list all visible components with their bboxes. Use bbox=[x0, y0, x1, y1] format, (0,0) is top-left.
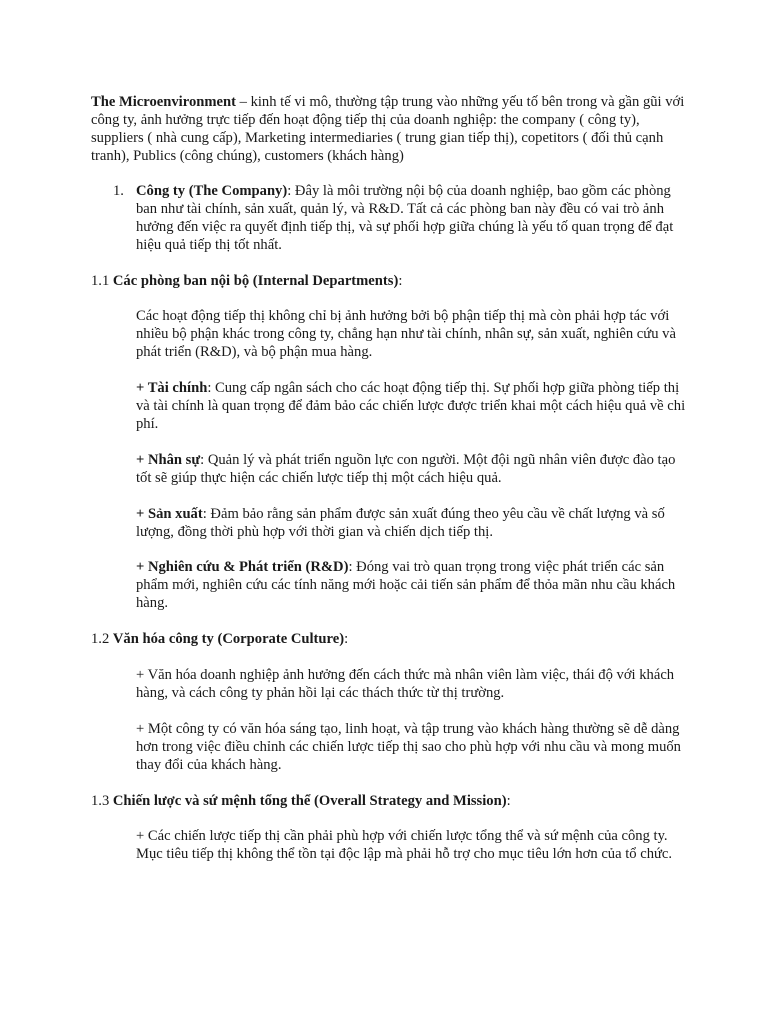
section-suffix: : bbox=[344, 631, 349, 647]
department-finance bbox=[136, 380, 688, 434]
section-heading-overall-strategy bbox=[91, 793, 691, 811]
company-text: : Đây là môi trường nội bộ của doanh nghiệp, bao gồm các phòng ban như tài chính, sản xuất, quản lý, và R&D. Tất cả các phòng ban này đều có vai trò ảnh hưởng đến việc ra quyết định tiếp thị, và sự phối hợp giữa chúng là yếu tố quan trọng để đạt hiệu quả tiếp thị tốt nhất. bbox=[136, 183, 674, 253]
section-number: 1.3 bbox=[91, 793, 113, 809]
department-hr bbox=[136, 452, 688, 488]
section-suffix: : bbox=[398, 273, 403, 289]
section-heading-corporate-culture bbox=[91, 631, 691, 649]
intro-term: The Microenvironment bbox=[91, 94, 236, 110]
department-rnd bbox=[136, 559, 688, 613]
list-number: 1. bbox=[113, 183, 124, 199]
culture-paragraph: + Văn hóa doanh nghiệp ảnh hưởng đến cách thức mà nhân viên làm việc, thái độ với khách hàng, và cách công ty phản hồi lại các thách thức từ thị trường. bbox=[136, 667, 675, 701]
department-production bbox=[136, 506, 688, 542]
strategy-paragraph: + Các chiến lược tiếp thị cần phải phù hợp với chiến lược tổng thể và sứ mệnh của công ty. Mục tiêu tiếp thị không thể tồn tại độc lập mà phải hỗ trợ cho mục tiêu lớn hơn của tổ chức. bbox=[136, 828, 673, 862]
section-heading-internal-departments bbox=[91, 273, 691, 291]
department-term: + Nghiên cứu & Phát triển (R&D) bbox=[136, 559, 349, 575]
department-text: : Cung cấp ngân sách cho các hoạt động tiếp thị. Sự phối hợp giữa phòng tiếp thị và tài chính là quan trọng để đảm bảo các chiến lược được triển khai một cách hiệu quả về chi phí. bbox=[136, 380, 686, 432]
internal-departments-intro: Các hoạt động tiếp thị không chỉ bị ảnh hưởng bởi bộ phận tiếp thị mà còn phải hợp tác với nhiều bộ phận khác trong công ty, chẳng hạn như tài chính, nhân sự, sản xuất, nghiên cứu và phát triển (R&D), và bộ phận mua hàng. bbox=[136, 308, 676, 360]
list-item-body bbox=[136, 183, 692, 255]
culture-paragraph: + Một công ty có văn hóa sáng tạo, linh hoạt, và tập trung vào khách hàng thường sẽ dễ dàng hơn trong việc điều chỉnh các chiến lược tiếp thị sao cho phù hợp với nhu cầu và mong muốn thay đổi của khách hàng. bbox=[136, 721, 681, 773]
section-suffix: : bbox=[506, 793, 511, 809]
intro-text: – kinh tế vi mô, thường tập trung vào những yếu tố bên trong và gần gũi với công ty, ảnh hưởng trực tiếp đến hoạt động tiếp thị của doanh nghiệp: the company ( công ty), suppliers ( nhà cung cấp), Marketing intermediaries ( trung gian tiếp thị), copetitors ( đối thủ cạnh tranh), Publics (công chúng), customers (khách hàng) bbox=[91, 94, 685, 164]
section-title: Các phòng ban nội bộ (Internal Departments) bbox=[112, 273, 399, 289]
section-number: 1.1 bbox=[91, 273, 113, 289]
section-title: Văn hóa công ty (Corporate Culture) bbox=[112, 631, 345, 647]
company-term: Công ty (The Company) bbox=[136, 183, 288, 199]
department-term: + Tài chính bbox=[136, 380, 208, 396]
department-text: : Đảm bảo rằng sản phẩm được sản xuất đúng theo yêu cầu về chất lượng và số lượng, đồng thời phù hợp với thời gian và chiến dịch tiếp thị. bbox=[136, 506, 665, 540]
section-number: 1.2 bbox=[91, 631, 113, 647]
department-text: : Quản lý và phát triển nguồn lực con người. Một đội ngũ nhân viên được đào tạo tốt sẽ giúp thực hiện các chiến lược tiếp thị một cách hiệu quả. bbox=[136, 452, 676, 486]
department-term: + Sản xuất bbox=[136, 506, 203, 522]
list-item-company bbox=[113, 183, 693, 255]
section-title: Chiến lược và sứ mệnh tổng thể (Overall Strategy and Mission) bbox=[112, 793, 507, 809]
department-text: : Đóng vai trò quan trọng trong việc phát triển các sản phẩm mới, nghiên cứu các tính năng mới hoặc cải tiến sản phẩm để thỏa mãn nhu cầu khách hàng. bbox=[136, 559, 676, 611]
department-term: + Nhân sự bbox=[136, 452, 201, 468]
intro-paragraph bbox=[91, 94, 691, 166]
